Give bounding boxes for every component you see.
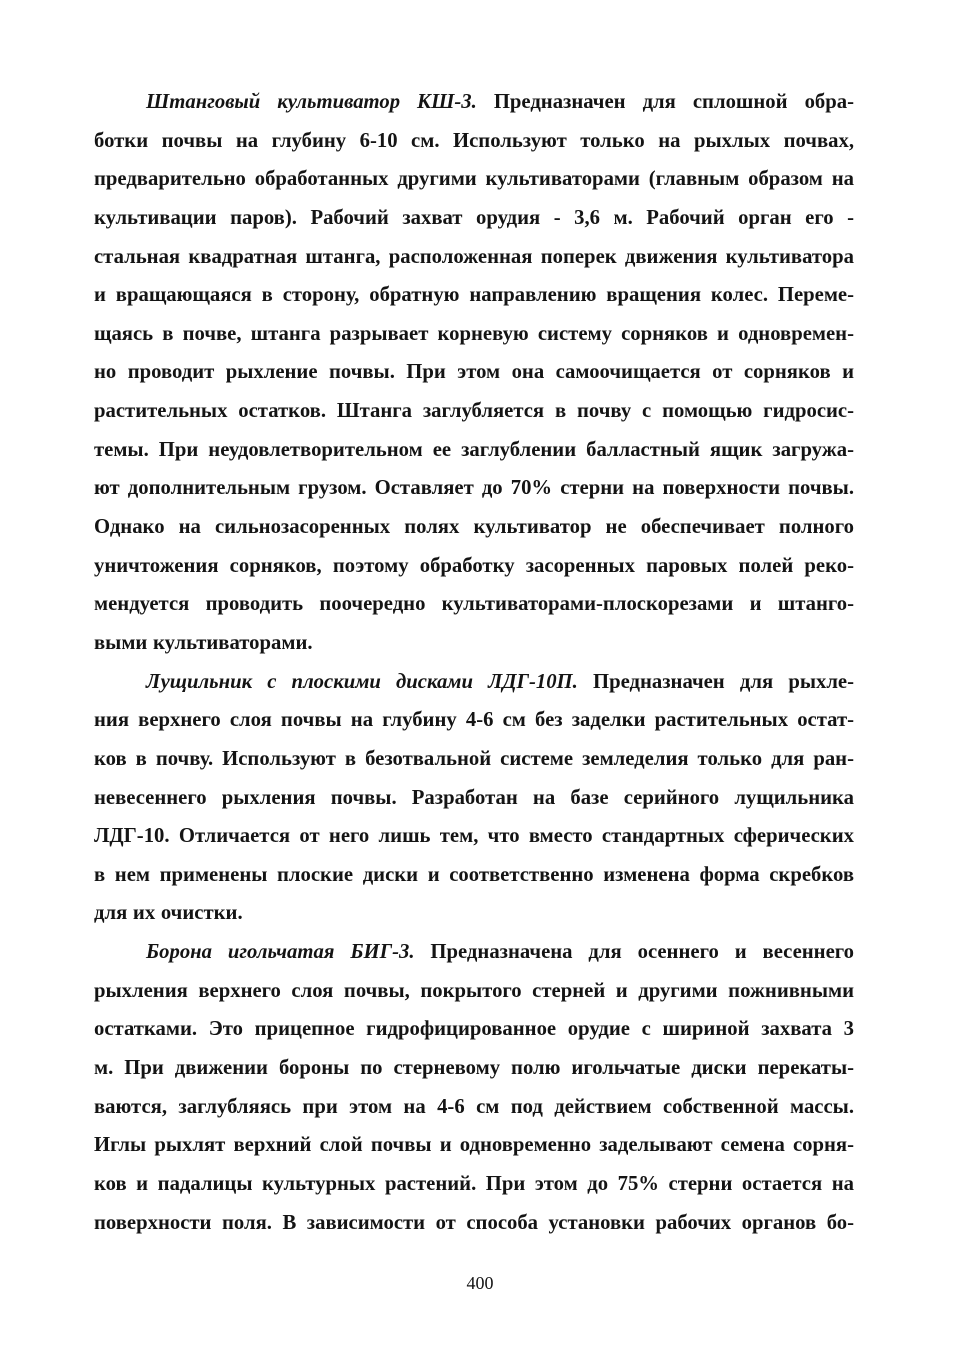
paragraph-1-line: щаясь в почве, штанга разрывает корневую систему сорняков и одновремен- <box>94 322 854 345</box>
paragraph-2-line: ЛДГ-10. Отличается от него лишь тем, что вместо стандартных сферических <box>94 825 854 848</box>
paragraph-3-line: ваются, заглубляясь при этом на 4-6 см под действием собственной массы. <box>94 1095 854 1118</box>
paragraph-1-line: предварительно обработанных другими культиваторами (главным образом на <box>94 168 854 191</box>
paragraph-3-line: остатками. Это прицепное гидрофицированное орудие с шириной захвата 3 <box>94 1018 854 1041</box>
paragraph-2-line: ния верхнего слоя почвы на глубину 4-6 см без заделки растительных остат- <box>94 709 854 732</box>
paragraph-1-line: темы. При неудовлетворительном ее заглублении балластный ящик загружа- <box>94 438 854 461</box>
paragraph-3-line: Иглы рыхлят верхний слой почвы и одновременно заделывают семена сорня- <box>94 1134 854 1157</box>
paragraph-1-line-1: Штанговый культиватор КШ-3. Предназначен для сплошной обра- <box>146 91 854 113</box>
page-number: 400 <box>466 1273 494 1293</box>
paragraph-1-line: уничтожения сорняков, поэтому обработку засоренных паровых полей реко- <box>94 554 854 577</box>
paragraph-3-line: рыхления верхнего слоя почвы, покрытого стерней и другими пожнивными <box>94 979 854 1002</box>
paragraph-1-term: Штанговый культиватор КШ-3. <box>146 91 477 113</box>
paragraph-3-line: м. При движении бороны по стерневому полю игольчатые диски перекаты- <box>94 1057 854 1080</box>
paragraph-3-line: ков и падалицы культурных растений. При этом до 75% стерни остается на <box>94 1172 854 1195</box>
paragraph-1-line: растительных остатков. Штанга заглубляется в почву с помощью гидросис- <box>94 400 854 423</box>
paragraph-3-line-1: Борона игольчатая БИГ-3. Предназначена для осеннего и весеннего <box>146 941 855 964</box>
paragraph-3-term: Борона игольчатая БИГ-3. <box>146 941 415 964</box>
paragraph-1-line: ют дополнительным грузом. Оставляет до 70% стерни на поверхности почвы. <box>94 477 854 500</box>
paragraph-3-line: поверхности поля. В зависимости от способа установки рабочих органов бо- <box>94 1211 854 1234</box>
paragraph-2-line: ков в почву. Используют в безотвальной системе земледелия только для ран- <box>94 747 854 770</box>
paragraph-2-term: Лущильник с плоскими дисками ЛДГ-10П. <box>146 670 578 693</box>
paragraph-1-line: выми культиваторами. <box>94 631 313 654</box>
paragraph-2-line: для их очистки. <box>94 902 243 925</box>
paragraph-2-line: в нем применены плоские диски и соответственно изменена форма скребков <box>94 863 854 886</box>
paragraph-2-line: невесеннего рыхления почвы. Разработан на базе серийного лущильника <box>94 786 854 809</box>
paragraph-1-line: ботки почвы на глубину 6-10 см. Используют только на рыхлых почвах, <box>94 129 854 152</box>
paragraph-1-line: но проводит рыхление почвы. При этом она самоочищается от сорняков и <box>94 361 854 384</box>
paragraph-2-line-1: Лущильник с плоскими дисками ЛДГ-10П. Предназначен для рыхле- <box>146 670 854 693</box>
paragraph-1-line: стальная квадратная штанга, расположенная поперек движения культиватора <box>94 245 854 268</box>
page-body <box>94 83 854 1242</box>
paragraph-1-line: и вращающаяся в сторону, обратную направлению вращения колес. Переме- <box>94 284 854 307</box>
paragraph-1-line: мендуется проводить поочередно культиваторами-плоскорезами и штанго- <box>94 593 854 616</box>
paragraph-1-line: культивации паров). Рабочий захват орудия - 3,6 м. Рабочий орган его - <box>94 206 854 229</box>
paragraph-1-line: Однако на сильнозасоренных полях культиватор не обеспечивает полного <box>94 516 854 539</box>
